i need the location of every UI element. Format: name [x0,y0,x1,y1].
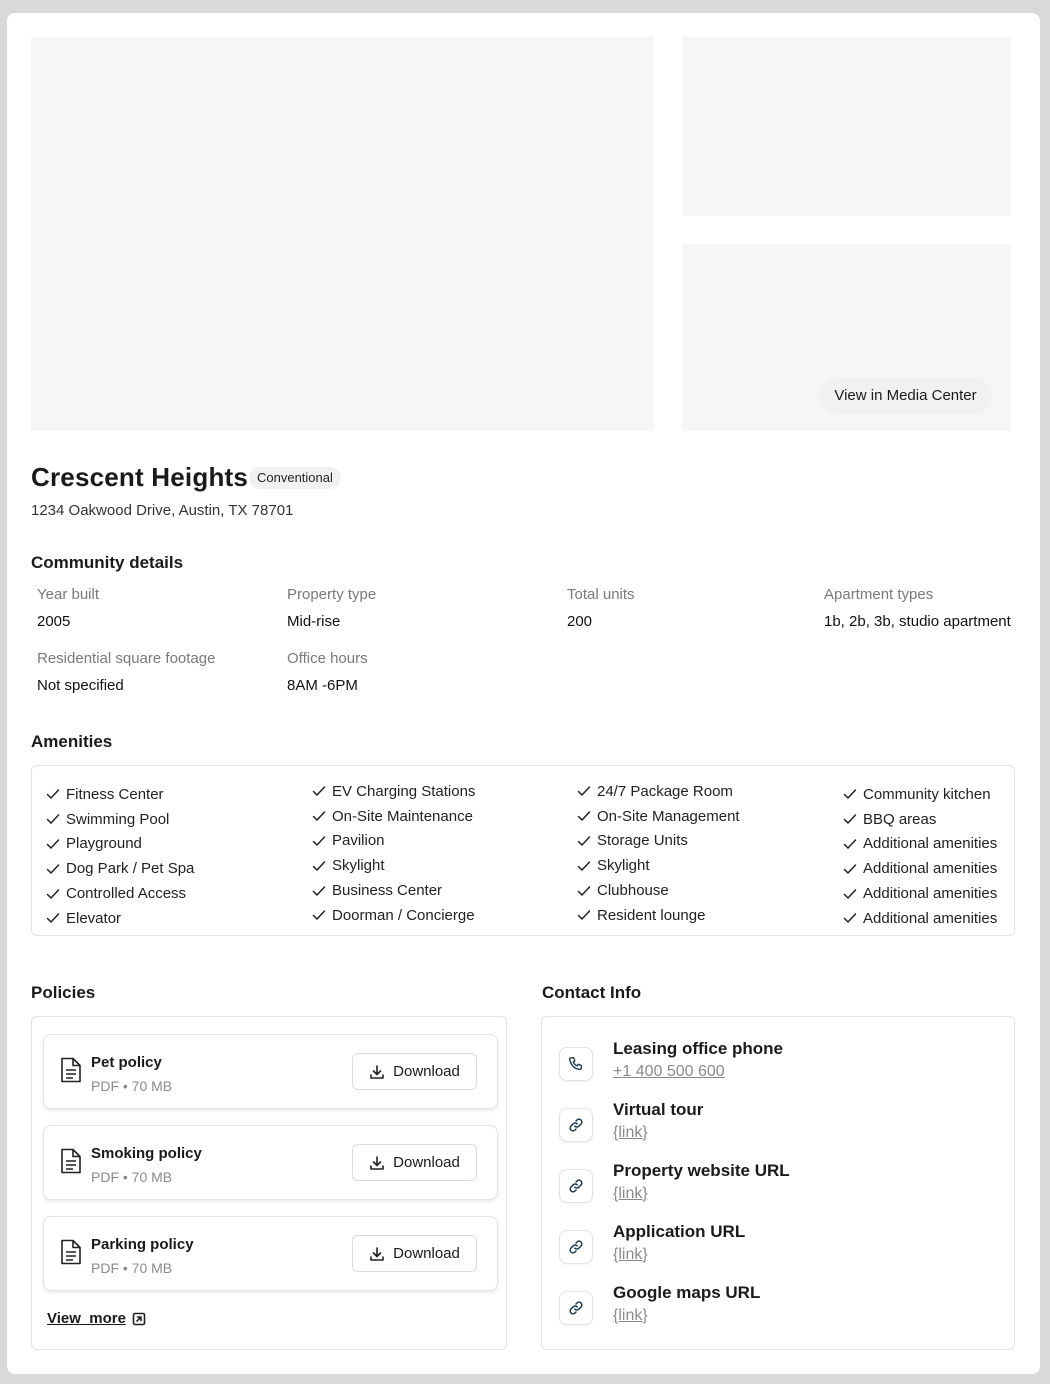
check-icon [312,859,326,873]
amenity-item [843,906,997,931]
amenity-label: EV Charging Stations [332,782,476,800]
amenity-item [577,829,740,854]
contact-item-google-maps [559,1283,999,1333]
amenity-item [577,903,740,928]
amenity-item [312,903,475,928]
policy-file-meta: PDF • 70 MB [91,1260,173,1276]
amenities-column-3 [577,779,740,928]
contact-info-heading: Contact Info [542,983,642,1002]
policies-heading: Policies [31,983,96,1002]
policy-file-meta: PDF • 70 MB [91,1078,173,1094]
amenity-item [312,829,475,854]
property-address: 1234 Oakwood Drive, Austin, TX 78701 [31,502,294,519]
amenity-label: Swimming Pool [66,810,170,828]
view-more-label: View more [47,1310,126,1327]
contact-label: Application URL [613,1222,746,1241]
contact-value-link[interactable]: {link} [613,1124,648,1141]
phone-icon [559,1047,593,1081]
detail-label: Residential square footage [37,650,216,667]
amenity-item [46,807,194,832]
check-icon [312,809,326,823]
detail-value: Not specified [37,677,124,694]
amenity-label: Elevator [66,909,122,927]
contact-label: Leasing office phone [613,1039,784,1058]
detail-value: 2005 [37,613,71,630]
contact-item-application [559,1222,999,1272]
check-icon [843,812,857,826]
contact-info-panel [541,1016,1015,1350]
amenities-heading: Amenities [31,732,113,751]
amenity-label: Skylight [332,857,385,875]
policy-item-pet [43,1034,498,1109]
detail-property-type [287,586,376,630]
check-icon [312,908,326,922]
contact-item-leasing-phone [559,1039,999,1089]
contact-label: Virtual tour [613,1100,704,1119]
check-icon [577,834,591,848]
main-photo[interactable] [31,37,654,431]
amenity-label: Additional amenities [863,835,998,853]
detail-office-hours [287,650,368,694]
amenity-item [312,779,475,804]
download-button[interactable] [352,1053,477,1090]
amenity-item [577,804,740,829]
property-type-badge: Conventional [249,467,341,489]
detail-label: Total units [567,586,635,603]
document-icon [60,1148,82,1174]
detail-label: Property type [287,586,377,603]
detail-value: 200 [567,613,593,630]
check-icon [46,862,60,876]
amenity-label: On-Site Maintenance [332,807,473,825]
contact-item-website [559,1161,999,1211]
amenity-label: Additional amenities [863,909,998,927]
check-icon [843,911,857,925]
amenity-item [46,782,194,807]
amenity-label: Controlled Access [66,885,187,903]
amenity-item [312,878,475,903]
amenity-item [577,779,740,804]
amenity-item [843,856,997,881]
check-icon [312,834,326,848]
view-more-link[interactable] [47,1310,146,1327]
amenity-item [312,853,475,878]
detail-total-units [567,586,635,630]
amenity-label: Resident lounge [597,906,706,924]
external-link-icon [132,1312,146,1326]
policies-panel [31,1016,507,1350]
link-icon [559,1230,593,1264]
download-icon [369,1155,385,1171]
amenity-label: Fitness Center [66,785,164,803]
policy-name: Smoking policy [91,1145,202,1162]
link-icon [559,1291,593,1325]
check-icon [46,911,60,925]
detail-residential-sqft [37,650,215,694]
amenity-label: On-Site Management [597,807,740,825]
contact-label: Google maps URL [613,1283,761,1302]
amenity-label: BBQ areas [863,810,937,828]
detail-value: 1b, 2b, 3b, studio apartment [824,613,1011,630]
amenity-item [843,881,997,906]
contact-value-link[interactable]: {link} [613,1307,648,1324]
check-icon [843,837,857,851]
download-label: Download [393,1063,460,1080]
amenity-item [843,832,997,857]
amenity-item [46,906,194,931]
check-icon [46,787,60,801]
check-icon [577,859,591,873]
amenities-column-1 [46,782,194,931]
amenity-label: Pavilion [332,832,385,850]
download-button[interactable] [352,1144,477,1181]
link-icon [559,1108,593,1142]
amenity-item [46,856,194,881]
detail-label: Office hours [287,650,368,667]
policy-item-parking [43,1216,498,1291]
view-media-center-button[interactable]: View in Media Center [819,378,992,414]
check-icon [577,908,591,922]
contact-value-link[interactable]: +1 400 500 600 [613,1063,725,1080]
detail-label: Apartment types [824,586,934,603]
document-icon [60,1239,82,1265]
amenity-label: Additional amenities [863,860,998,878]
detail-value: Mid-rise [287,613,341,630]
amenity-label: Community kitchen [863,785,991,803]
amenity-label: 24/7 Package Room [597,782,733,800]
download-label: Download [393,1154,460,1171]
check-icon [577,884,591,898]
check-icon [46,837,60,851]
amenities-column-4 [843,782,997,931]
check-icon [843,887,857,901]
property-name: Crescent Heights [31,462,249,492]
amenities-list [31,765,1015,936]
download-label: Download [393,1245,460,1262]
amenity-label: Skylight [597,857,650,875]
amenity-label: Additional amenities [863,885,998,903]
check-icon [312,784,326,798]
amenity-item [577,878,740,903]
contact-value-link[interactable]: {link} [613,1246,648,1263]
document-icon [60,1057,82,1083]
policy-name: Parking policy [91,1236,194,1253]
amenity-label: Playground [66,835,142,853]
policy-name: Pet policy [91,1054,162,1071]
detail-apartment-types [824,586,1011,630]
check-icon [312,884,326,898]
policy-item-smoking [43,1125,498,1200]
check-icon [577,784,591,798]
detail-value: 8AM -6PM [287,677,358,694]
amenity-item [843,807,997,832]
amenity-label: Dog Park / Pet Spa [66,860,195,878]
policy-file-meta: PDF • 70 MB [91,1169,173,1185]
download-icon [369,1246,385,1262]
amenity-label: Doorman / Concierge [332,906,475,924]
contact-value-link[interactable]: {link} [613,1185,648,1202]
amenity-item [577,853,740,878]
amenity-item [843,782,997,807]
check-icon [843,862,857,876]
amenity-item [46,832,194,857]
download-icon [369,1064,385,1080]
check-icon [46,887,60,901]
link-icon [559,1169,593,1203]
amenity-label: Storage Units [597,832,688,850]
download-button[interactable] [352,1235,477,1272]
detail-year-built [37,586,99,630]
amenity-item [46,881,194,906]
amenities-column-2 [312,779,475,928]
secondary-photo-top[interactable] [682,37,1011,216]
contact-label: Property website URL [613,1161,790,1180]
community-details-heading: Community details [31,553,184,572]
amenity-item [312,804,475,829]
contact-item-virtual-tour [559,1100,999,1150]
amenity-label: Business Center [332,882,443,900]
amenity-label: Clubhouse [597,882,669,900]
check-icon [577,809,591,823]
detail-label: Year built [37,586,99,603]
check-icon [46,812,60,826]
check-icon [843,787,857,801]
